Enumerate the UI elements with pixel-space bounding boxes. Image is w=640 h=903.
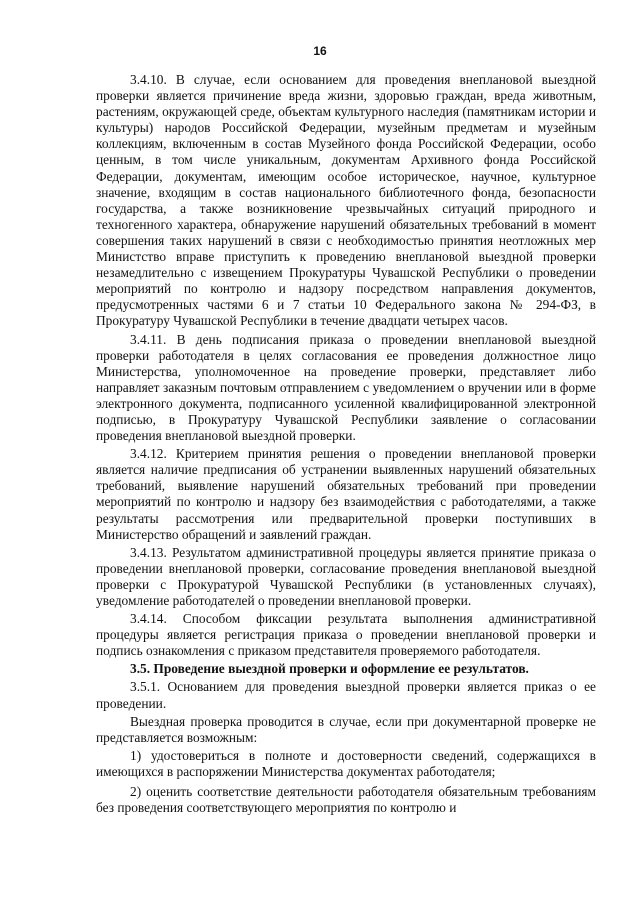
list-item-2: 2) оценить соответствие деятельности работодателя обязательным требованиям без проведения соответствующего мероприятия по контролю и <box>96 784 596 816</box>
paragraph-3-5-1: 3.5.1. Основанием для проведения выездной проверки является приказ о ее проведении. <box>96 679 596 711</box>
paragraph-3-4-12: 3.4.12. Критерием принятия решения о проведении внеплановой проверки является наличие предписания об устранении выявленных нарушений обязательных требований, выявление нарушений обязательных требований при проведении мероприятий по контролю и надзору без взаимодействия с работодателями, а также результаты рассмотрения или предварительной проверки поступивших в Министерство обращений и заявлений граждан. <box>96 446 596 542</box>
paragraph-3-4-10: 3.4.10. В случае, если основанием для проведения внеплановой выездной проверки является причинение вреда жизни, здоровью граждан, вреда животным, растениям, окружающей среде, объектам культурного наследия (памятникам истории и культуры) народов Российской Федерации, музейным предметам и музейным коллекциям, включенным в состав Музейного фонда Российской Федерации, особо ценным, в том числе уникальным, документам Архивного фонда Российской Федерации, документам, имеющим особое историческое, научное, культурное значение, входящим в состав национального библиотечного фонда, безопасности государства, а также возникновение чрезвычайных ситуаций природного и техногенного характера, обнаружение нарушений обязательных требований в момент совершения таких нарушений в связи с необходимостью принятия неотложных мер Министство вправе приступить к проведению внеплановой выездной проверки незамедлительно с извещением Прокуратуры Чувашской Республики о проведении мероприятий по контролю и надзору посредством направления документов, предусмотренных частями 6 и 7 статьи 10 Федерального закона № 294-ФЗ, в Прокуратуру Чувашской Республики в течение двадцати четырех часов. <box>96 72 596 329</box>
document-body <box>96 72 596 820</box>
paragraph-3-4-13: 3.4.13. Результатом административной процедуры является принятие приказа о проведении внеплановой проверки, согласование проведения внеплановой выездной проверки с Прокуратурой Чувашской Республики (в установленных случаях), уведомление работодателей о проведении внеплановой проверки. <box>96 544 596 608</box>
paragraph-3-4-11: 3.4.11. В день подписания приказа о проведении внеплановой выездной проверки работодателя в целях согласования ее проведения должностное лицо Министерства, уполномоченное на проведение проверки, представляет либо направляет заказным почтовым отправлением с уведомлением о вручении или в форме электронного документа, подписанного усиленной квалифицированной электронной подписью, в Прокуратуру Чувашской Республики заявление о согласовании проведения внеплановой выездной проверки. <box>96 331 596 444</box>
paragraph-intro: Выездная проверка проводится в случае, если при документарной проверке не представляется возможным: <box>96 713 596 745</box>
list-item-1: 1) удостовериться в полноте и достоверности сведений, содержащихся в имеющихся в распоряжении Министерства документах работодателя; <box>96 747 596 779</box>
paragraph-3-4-14: 3.4.14. Способом фиксации результата выполнения административной процедуры является регистрация приказа о проведении внеплановой проверки и подпись ознакомления с приказом представителя проверяемого работодателя. <box>96 611 596 659</box>
page-number: 16 <box>313 44 327 58</box>
section-heading-3-5: 3.5. Проведение выездной проверки и оформление ее результатов. <box>130 661 529 677</box>
